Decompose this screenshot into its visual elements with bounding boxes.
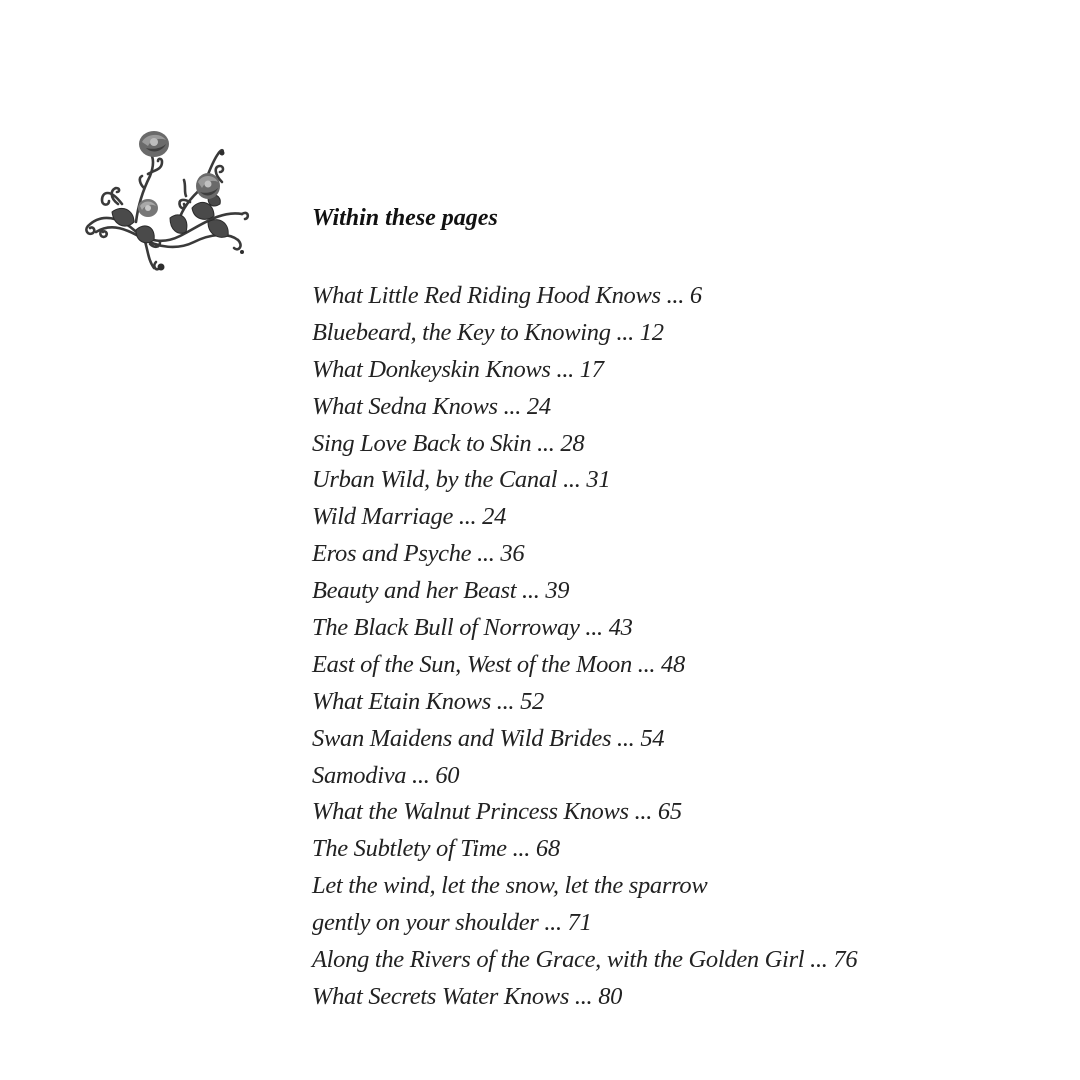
rose-vine-ornament-icon (82, 126, 254, 274)
toc-entry[interactable]: What Sedna Knows ... 24 (312, 392, 551, 420)
toc-entry[interactable]: What Secrets Water Knows ... 80 (312, 982, 623, 1010)
toc-heading: Within these pages (312, 205, 498, 231)
toc-entry[interactable]: The Black Bull of Norroway ... 43 (312, 614, 633, 642)
toc-entry[interactable]: Urban Wild, by the Canal ... 31 (312, 466, 611, 494)
table-of-contents (312, 278, 857, 1016)
toc-entry[interactable]: What Donkeyskin Knows ... 17 (312, 355, 604, 383)
toc-entry[interactable]: Sing Love Back to Skin ... 28 (312, 429, 585, 457)
toc-entry[interactable]: Wild Marriage ... 24 (312, 503, 507, 531)
toc-entry[interactable]: Along the Rivers of the Grace, with the Golden Girl ... 76 (312, 946, 858, 974)
toc-entry[interactable]: Samodiva ... 60 (312, 761, 460, 789)
toc-entry[interactable]: Swan Maidens and Wild Brides ... 54 (312, 724, 665, 752)
toc-entry[interactable]: What Little Red Riding Hood Knows ... 6 (312, 282, 702, 309)
toc-entry[interactable]: East of the Sun, West of the Moon ... 48 (312, 650, 685, 678)
toc-entry[interactable]: What Etain Knows ... 52 (312, 687, 544, 715)
toc-entry[interactable]: What the Walnut Princess Knows ... 65 (312, 798, 682, 826)
toc-entry[interactable]: Bluebeard, the Key to Knowing ... 12 (312, 318, 664, 346)
toc-entry[interactable]: The Subtlety of Time ... 68 (312, 835, 560, 863)
toc-entry-continuation[interactable]: gently on your shoulder ... 71 (312, 909, 592, 937)
toc-entry[interactable]: Eros and Psyche ... 36 (312, 540, 525, 568)
toc-entry-continued[interactable]: Let the wind, let the snow, let the sparrow (312, 872, 708, 900)
toc-entry[interactable]: Beauty and her Beast ... 39 (312, 577, 570, 605)
